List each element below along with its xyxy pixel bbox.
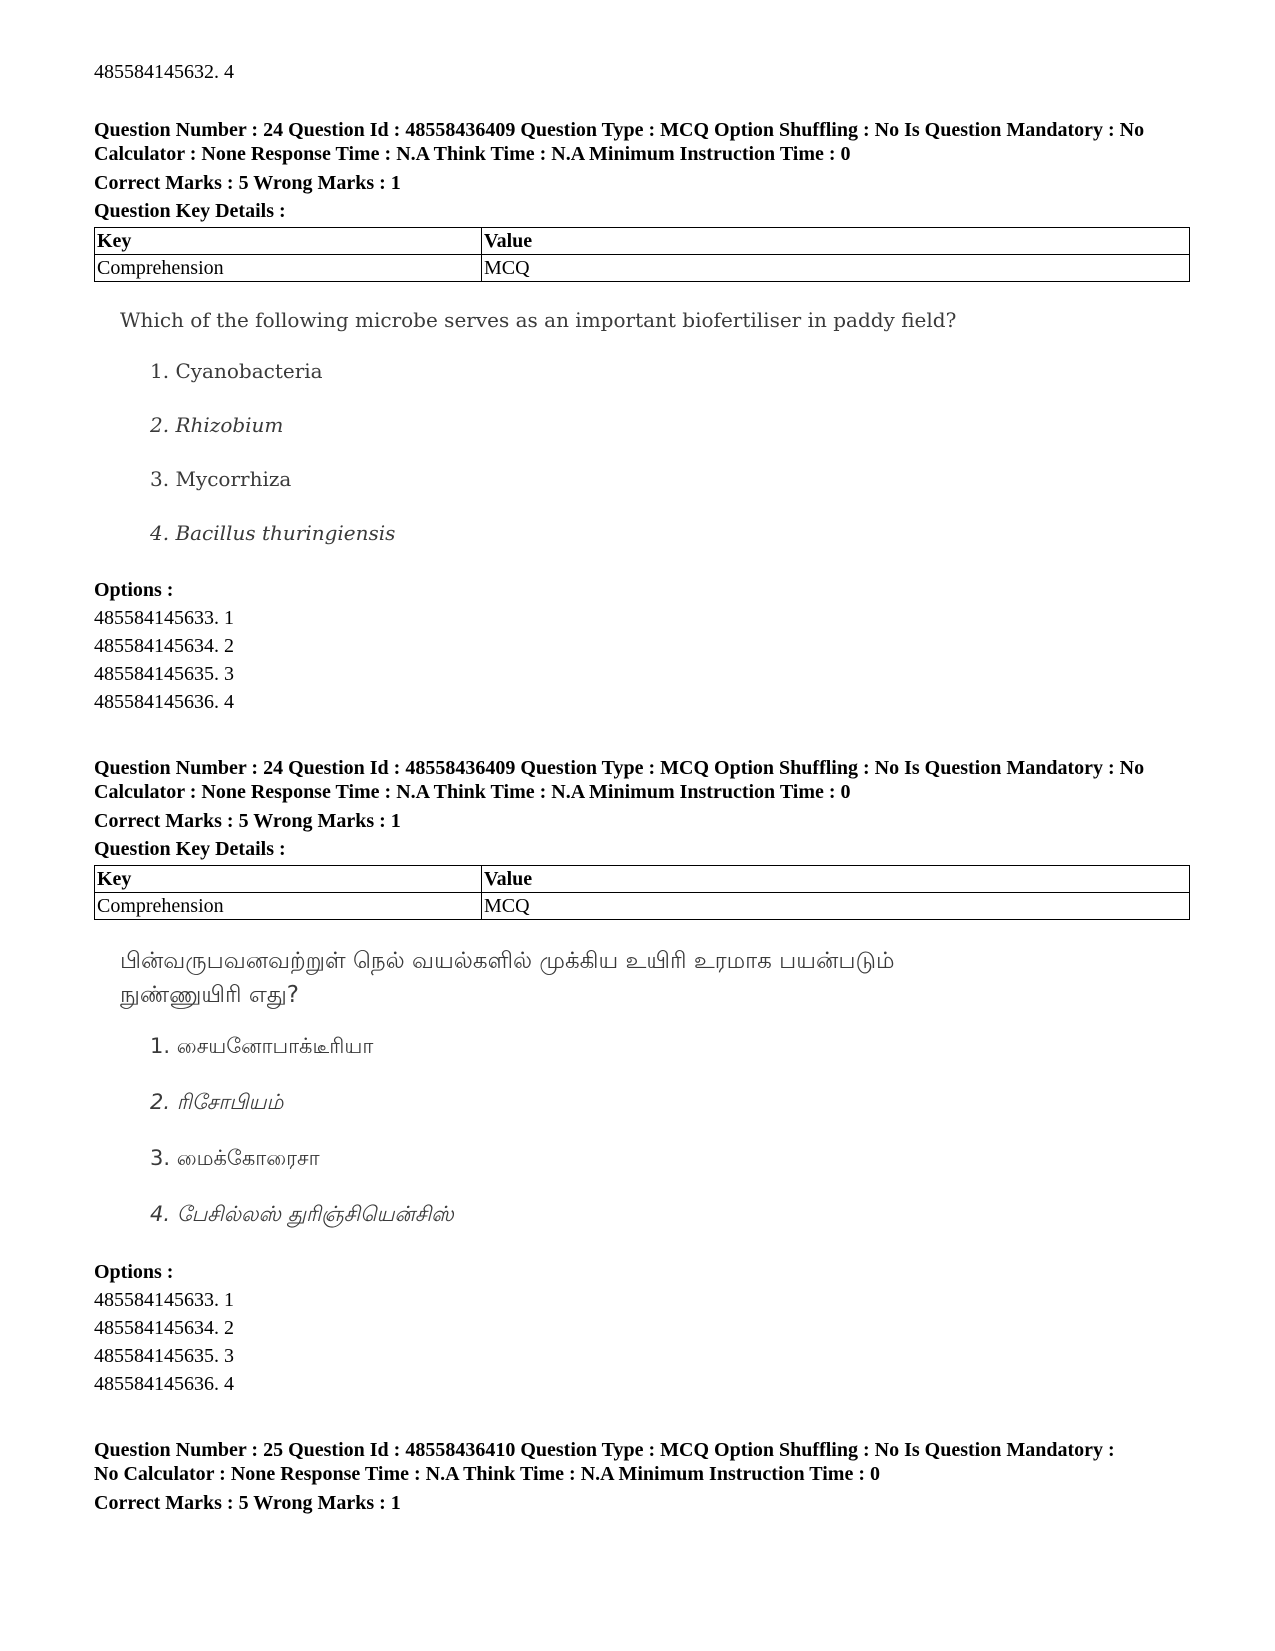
previous-option-id: 485584145632. 4 — [94, 61, 234, 83]
option-id: 485584145633. 1 — [94, 607, 234, 629]
option-id: 485584145635. 3 — [94, 663, 234, 685]
table-row — [95, 893, 1190, 920]
options-label: Options : — [94, 579, 174, 601]
question-option: 4. பேசில்லஸ் துரிஞ்சியென்சிஸ் — [150, 1202, 454, 1226]
table-cell-value: MCQ — [482, 893, 1190, 920]
key-details-label: Question Key Details : — [94, 200, 286, 222]
table-header-row — [95, 228, 1190, 255]
table-header-key: Key — [95, 228, 482, 255]
page — [94, 58, 1190, 1517]
question-header: Question Number : 24 Question Id : 48558436409 Question Type : MCQ Option Shuffling : No Is Question Mandatory : No Calculator : None Response Time : N.A Think Time : N.A Minimum Instruction Time : 0 — [94, 119, 1145, 165]
question-image — [120, 304, 1190, 548]
question-image — [120, 944, 1190, 1230]
option-id: 485584145634. 2 — [94, 1317, 234, 1339]
marks-line: Correct Marks : 5 Wrong Marks : 1 — [94, 172, 401, 194]
question-option: 3. மைக்கோரைசா — [150, 1146, 320, 1170]
question-block-next — [94, 1438, 1190, 1517]
options-label: Options : — [94, 1261, 174, 1283]
marks-line: Correct Marks : 5 Wrong Marks : 1 — [94, 810, 401, 832]
table-cell-key: Comprehension — [95, 255, 482, 282]
question-block-english — [94, 118, 1190, 716]
key-details-table — [94, 865, 1190, 920]
table-header-key: Key — [95, 866, 482, 893]
question-header: Question Number : 24 Question Id : 48558436409 Question Type : MCQ Option Shuffling : No Is Question Mandatory : No Calculator : None Response Time : N.A Think Time : N.A Minimum Instruction Time : 0 — [94, 757, 1145, 803]
table-row — [95, 255, 1190, 282]
option-id: 485584145634. 2 — [94, 635, 234, 657]
question-stem-line: பின்வருபவனவற்றுள் நெல் வயல்களில் முக்கிய உயிரி உரமாக பயன்படும் — [120, 948, 895, 974]
option-id: 485584145633. 1 — [94, 1289, 234, 1311]
question-stem-line: நுண்ணுயிரி எது? — [120, 982, 299, 1008]
option-id: 485584145636. 4 — [94, 691, 234, 713]
table-header-value: Value — [482, 866, 1190, 893]
question-option: 3. Mycorrhiza — [150, 467, 292, 491]
key-details-label: Question Key Details : — [94, 838, 286, 860]
table-cell-key: Comprehension — [95, 893, 482, 920]
table-cell-value: MCQ — [482, 255, 1190, 282]
question-option: 1. Cyanobacteria — [150, 359, 323, 383]
table-header-value: Value — [482, 228, 1190, 255]
question-option: 2. ரிசோபியம் — [150, 1090, 284, 1114]
option-id: 485584145635. 3 — [94, 1345, 234, 1367]
question-stem: Which of the following microbe serves as an important biofertiliser in paddy field? — [120, 308, 957, 332]
question-option: 1. சையனோபாக்டீரியா — [150, 1034, 374, 1058]
question-stem — [120, 944, 1190, 1012]
question-header-line: No Calculator : None Response Time : N.A Think Time : N.A Minimum Instruction Time : 0 — [94, 1463, 880, 1485]
marks-line: Correct Marks : 5 Wrong Marks : 1 — [94, 1492, 401, 1514]
question-header-line: Question Number : 25 Question Id : 48558436410 Question Type : MCQ Option Shuffling : No Is Question Mandatory : — [94, 1439, 1115, 1461]
option-id: 485584145636. 4 — [94, 1373, 234, 1395]
question-option: 4. Bacillus thuringiensis — [150, 521, 396, 545]
table-header-row — [95, 866, 1190, 893]
question-option: 2. Rhizobium — [150, 413, 284, 437]
key-details-table — [94, 227, 1190, 282]
question-block-tamil — [94, 756, 1190, 1398]
